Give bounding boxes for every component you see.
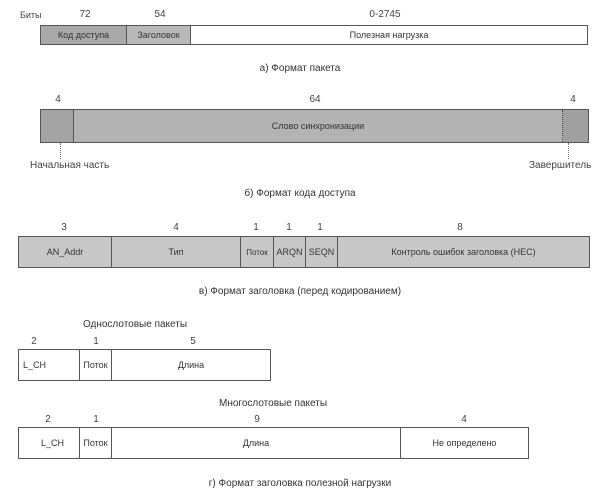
access-field-preamble [41,110,74,142]
packet-size-payload: 0-2745 [369,9,401,20]
single-slot-box [18,349,271,381]
payload-caption: г) Формат заголовка полезной нагрузки [208,478,392,489]
multi-field-length: Длина [112,428,401,458]
header-size-type: 4 [173,222,179,233]
access-field-trailer [563,110,588,142]
bits-label: Биты [20,10,42,20]
multi-slot-title: Многослотовые пакеты [218,398,328,409]
multi-slot-box [18,427,529,459]
header-size-an-addr: 3 [61,222,67,233]
single-slot-title: Однослотовые пакеты [82,319,188,330]
multi-size-undefined: 4 [461,414,467,425]
header-field-an-addr: AN_Addr [19,237,112,267]
header-caption: в) Формат заголовка (перед кодированием) [198,286,402,297]
packet-size-header: 54 [154,9,166,20]
single-field-lch: L_CH [19,350,80,380]
single-field-length: Длина [177,360,205,370]
multi-size-length: 9 [254,414,260,425]
access-size-sync-word: 64 [309,94,321,105]
multi-field-lch: L_CH [19,428,80,458]
multi-field-undefined: Не определено [432,438,497,448]
header-field-hec: Контроль ошибок заголовка (HEC) [338,237,589,267]
header-size-seqn: 1 [317,222,323,233]
header-format-box [18,236,590,268]
access-size-trailer: 4 [570,94,576,105]
header-size-arqn: 1 [286,222,292,233]
packet-field-payload: Полезная нагрузка [349,30,429,40]
single-size-lch: 2 [31,336,37,347]
multi-field-flow: Поток [80,428,112,458]
access-field-sync-word: Слово синхронизации [74,110,563,142]
trailer-label: Завершитель [529,160,592,171]
multi-size-lch: 2 [45,414,51,425]
header-field-type: Тип [112,237,241,267]
access-code-box [40,109,589,143]
access-size-preamble: 4 [55,94,61,105]
trailer-leader-line [568,143,569,159]
packet-size-access-code: 72 [79,9,91,20]
header-field-seqn: SEQN [306,237,338,267]
multi-size-flow: 1 [93,414,99,425]
header-field-arqn: ARQN [274,237,306,267]
single-size-length: 5 [190,336,196,347]
single-size-flow: 1 [93,336,99,347]
packet-format-box [40,25,588,45]
access-code-caption: б) Формат кода доступа [244,188,356,199]
packet-field-header: Заголовок [127,26,191,44]
preamble-leader-line [60,143,61,159]
header-size-hec: 8 [457,222,463,233]
header-field-flow: Поток [241,237,274,267]
packet-field-access-code: Код доступа [41,26,127,44]
single-field-flow: Поток [80,350,112,380]
preamble-label: Начальная часть [30,160,110,171]
packet-caption: а) Формат пакета [259,63,341,74]
header-size-flow: 1 [253,222,259,233]
